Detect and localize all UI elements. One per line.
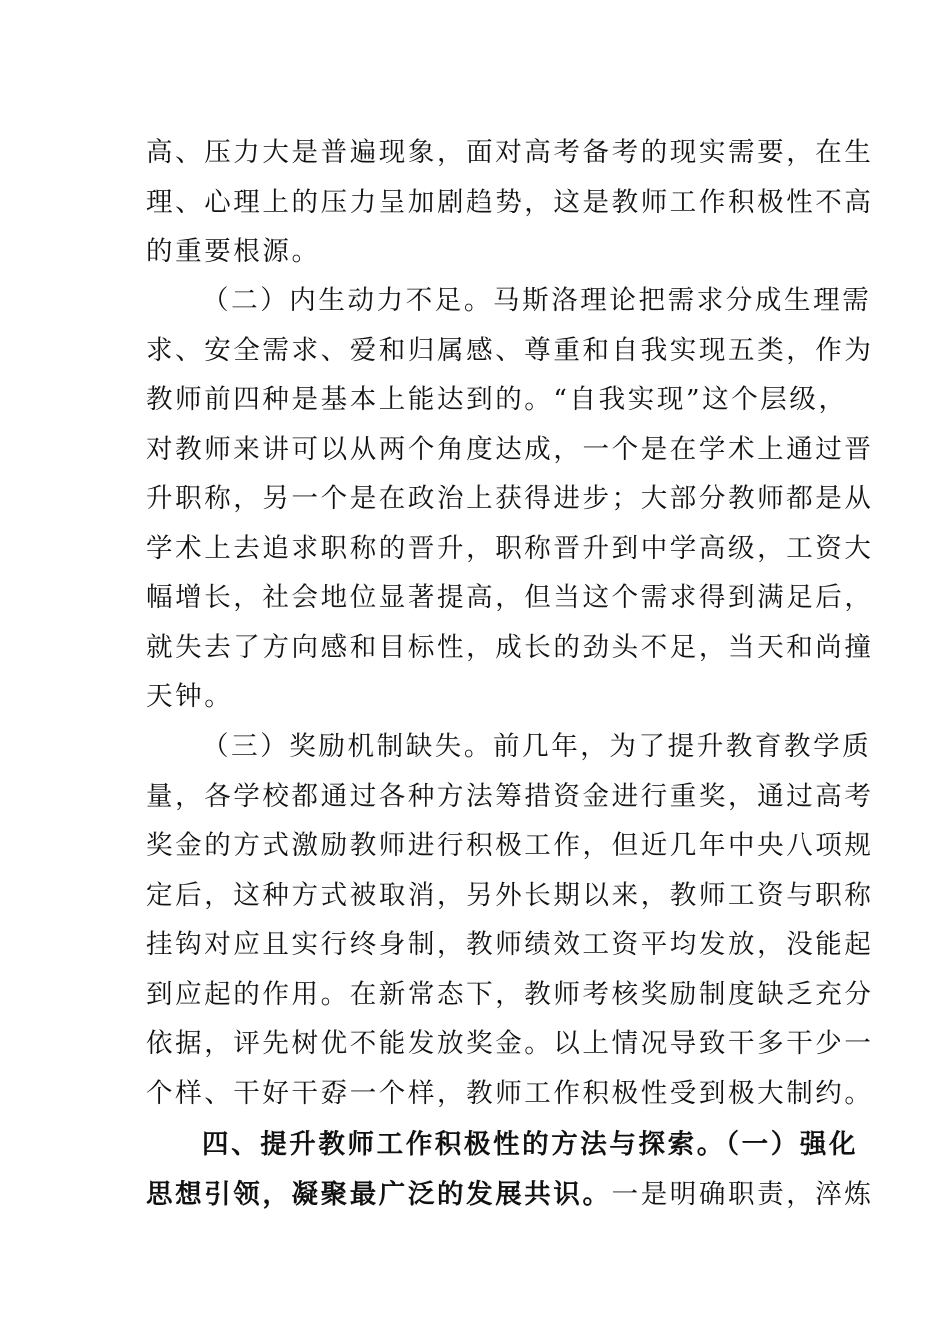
paragraph-line: 求、安全需求、爱和归属感、尊重和自我实现五类，作为: [146, 334, 874, 366]
paragraph-line: 量，各学校都通过各种方法筹措资金进行重奖，通过高考: [146, 780, 874, 812]
paragraph-line: 依据，评先树优不能发放奖金。以上情况导致干多干少一: [146, 1028, 874, 1059]
paragraph-1: [146, 128, 874, 277]
body-text: 一是明确职责，淬炼: [611, 1178, 874, 1210]
section-heading-line: 四、提升教师工作积极性的方法与探索。（一）强化: [202, 1129, 859, 1160]
paragraph-line: 升职称，另一个是在政治上获得进步；大部分教师都是从: [146, 483, 874, 514]
paragraph-3: [146, 722, 874, 1118]
paragraph-line: 高、压力大是普遍现象，面对高考备考的现实需要，在生: [146, 137, 874, 168]
paragraph-line: 奖金的方式激励教师进行积极工作，但近几年中央八项规: [146, 830, 874, 861]
paragraph-line: 学术上去追求职称的晋升，职称晋升到中学高级，工资大: [146, 532, 874, 564]
paragraph-line: [146, 1170, 874, 1220]
paragraph-line: 幅增长，社会地位显著提高，但当这个需求得到满足后，: [146, 582, 874, 613]
paragraph-line: 挂钩对应且实行终身制，教师绩效工资平均发放，没能起: [146, 929, 874, 960]
bold-lead-text: 思想引领，凝聚最广泛的发展共识。: [146, 1178, 612, 1210]
paragraph-line: 教师前四种是基本上能达到的。“自我实现”这个层级，: [146, 384, 848, 415]
paragraph-line: 定后，这种方式被取消，另外长期以来，教师工资与职称: [146, 879, 874, 911]
paragraph-2: [146, 276, 874, 722]
paragraph-4: [146, 1120, 874, 1219]
paragraph-line: 到应起的作用。在新常态下，教师考核奖励制度缺乏充分: [146, 978, 874, 1010]
paragraph-line: 天钟。: [146, 681, 234, 712]
paragraph-line: 个样、干好干孬一个样，教师工作积极性受到极大制约。: [146, 1077, 874, 1109]
paragraph-line: （三）奖励机制缺失。前几年，为了提升教育教学质: [202, 731, 872, 762]
paragraph-line: （二）内生动力不足。马斯洛理论把需求分成生理需: [202, 285, 872, 316]
paragraph-line: 就失去了方向感和目标性，成长的劲头不足，当天和尚撞: [146, 631, 874, 663]
paragraph-line: 的重要根源。: [146, 236, 321, 267]
paragraph-line: 对教师来讲可以从两个角度达成，一个是在学术上通过晋: [146, 433, 874, 465]
paragraph-line: 理、心理上的压力呈加剧趋势，这是教师工作积极性不高: [146, 186, 874, 218]
